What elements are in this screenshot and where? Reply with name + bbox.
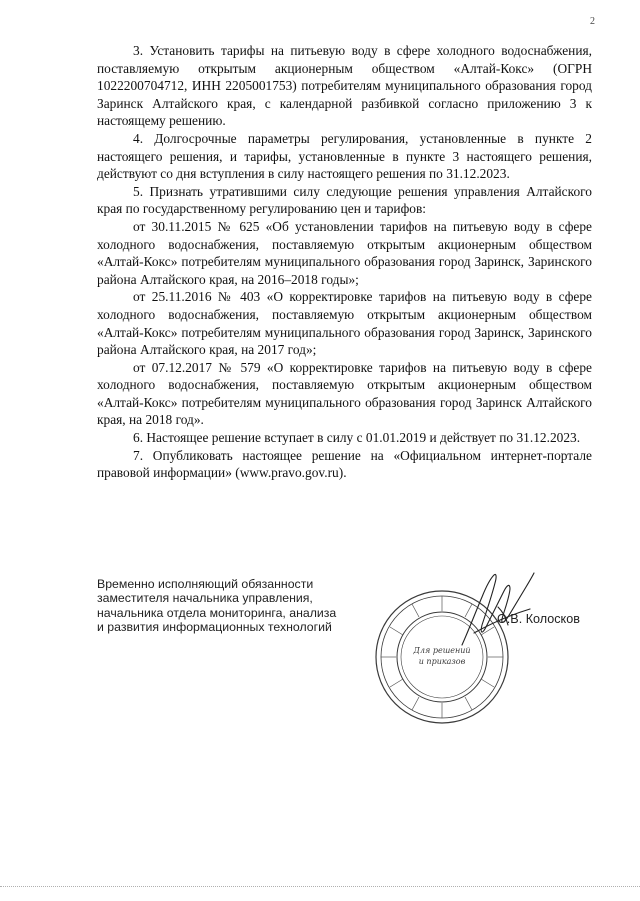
paragraph-item-4: 4. Долгосрочные параметры регулирования, установленные в пункте 2 настоящего решения, и тарифы, установленные в пункте 3 настоящего решения, действуют со дня вступления в силу настоящего решения по 31.12.2023.: [97, 130, 592, 182]
page-number: 2: [590, 16, 595, 27]
seal-inner-text: и приказов: [418, 657, 466, 666]
page-footer-rule: [0, 886, 640, 887]
signatory-position-line: заместителя начальника управления,: [97, 591, 313, 606]
repealed-decision-2017: от 07.12.2017 № 579 «О корректировке тарифов на питьевую воду в сфере холодного водоснабжения, поставляемую открытым акционерным обществом «Алтай-Кокс» потребителям муниципального образования город Заринск Алтайского края, на 2018 год».: [97, 359, 592, 428]
handwritten-signature-icon: [452, 567, 542, 652]
document-body: [97, 42, 592, 482]
paragraph-item-6: 6. Настоящее решение вступает в силу с 01.01.2019 и действует по 31.12.2023.: [133, 430, 581, 446]
paragraph-item-7: 7. Опубликовать настоящее решение на «Официальном интернет-портале правовой информации» (www.pravo.gov.ru).: [97, 447, 592, 481]
paragraph-item-3: 3. Установить тарифы на питьевую воду в сфере холодного водоснабжения, поставляемую открытым акционерным обществом «Алтай-Кокс» (ОГРН 1022200704712, ИНН 2205001753) потребителям муниципального образования город Заринск Алтайского края, с календарной разбивкой согласно приложению 3 к настоящему решению.: [97, 43, 592, 129]
signatory-position: [97, 577, 387, 635]
seal-inner-text: Для решений: [413, 646, 471, 655]
signatory-position-line: начальника отдела мониторинга, анализа: [97, 605, 337, 620]
signatory-position-line: и развития информационных технологий: [97, 620, 332, 635]
signatory-position-line: Временно исполняющий обязанности: [97, 577, 314, 591]
signature-block: [97, 577, 592, 727]
repealed-decision-2016: от 25.11.2016 № 403 «О корректировке тарифов на питьевую воду в сфере холодного водоснабжения, поставляемую открытым акционерным обществом «Алтай-Кокс» потребителям муниципального образования город Заринск, Заринского района Алтайского края, на 2017 год»;: [97, 289, 592, 358]
repealed-decision-2015: от 30.11.2015 № 625 «Об установлении тарифов на питьевую воду в сфере холодного водоснабжения, поставляемую открытым акционерным обществом «Алтай-Кокс» потребителям муниципального образования город Заринск, Заринского района Алтайского края, на 2016–2018 годы»;: [97, 218, 592, 287]
signatory-name: О.В. Колосков: [497, 612, 580, 626]
paragraph-item-5: 5. Признать утратившими силу следующие решения управления Алтайского края по государственному регулированию цен и тарифов:: [97, 183, 592, 217]
